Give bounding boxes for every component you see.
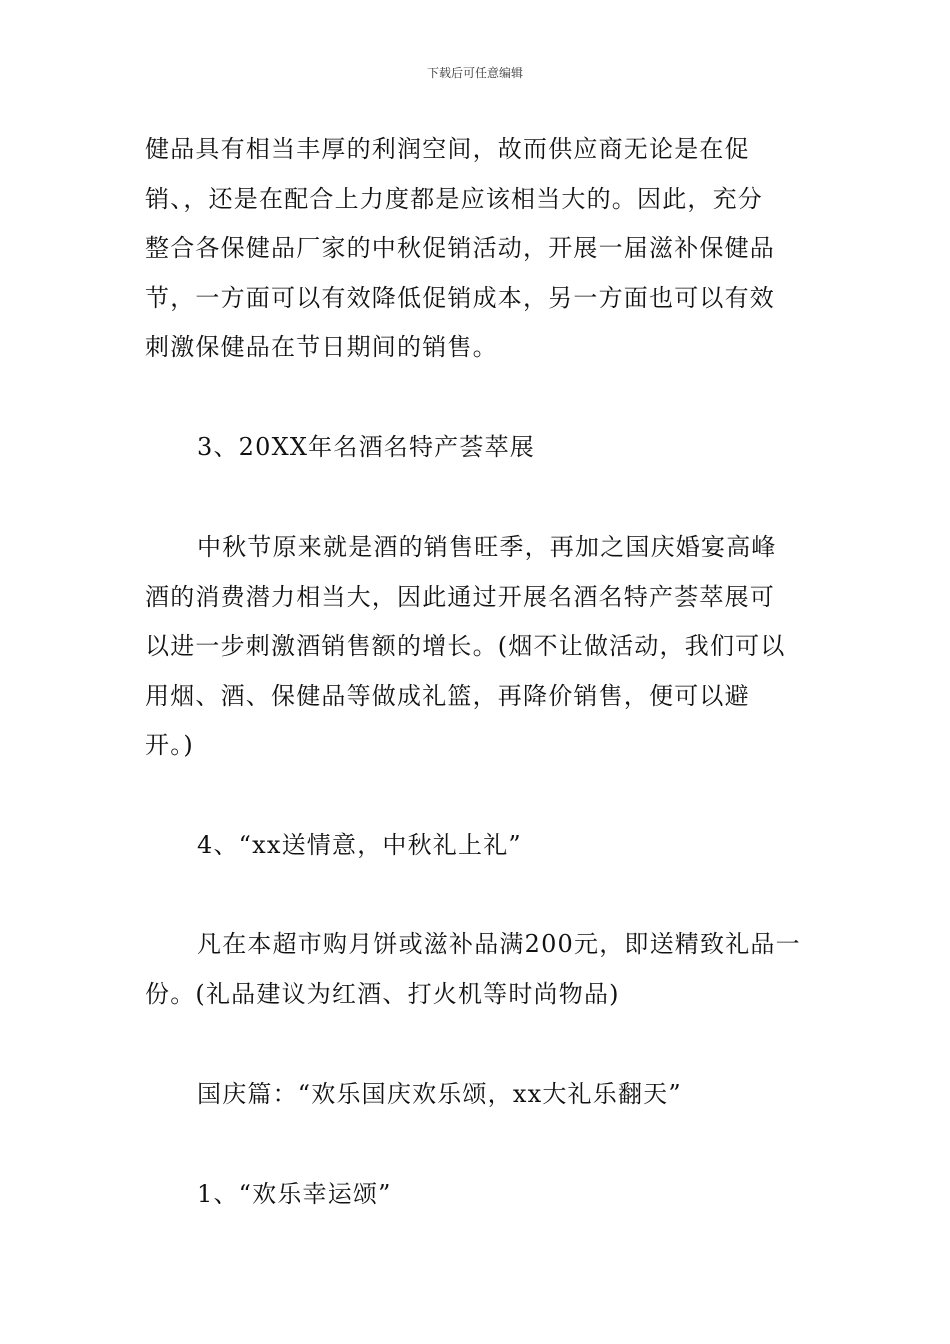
text-line: 整合各保健品厂家的中秋促销活动，开展一届滋补保健品 — [145, 234, 775, 262]
text-line: 刺激保健品在节日期间的销售。 — [145, 333, 498, 361]
text-line: 以进一步刺激酒销售额的增长。(烟不让做活动，我们可以 — [145, 632, 786, 660]
section-heading-3 — [145, 423, 810, 473]
text-line: 酒的消费潜力相当大，因此通过开展名酒名特产荟萃展可 — [145, 582, 775, 611]
heading-line: 3、20XX年名酒名特产荟萃展 — [197, 433, 535, 461]
section-heading-national-day — [145, 1070, 810, 1120]
text-line: 开。) — [145, 731, 194, 759]
text-line: 健品具有相当丰厚的利润空间，故而供应商无论是在促 — [145, 135, 750, 163]
text-line: 节，一方面可以有效降低促销成本，另一方面也可以有效 — [145, 283, 775, 312]
section-heading-4 — [145, 821, 810, 871]
paragraph-health-products — [145, 125, 810, 373]
section-heading-1 — [145, 1170, 810, 1220]
text-line: 中秋节原来就是酒的销售旺季，再加之国庆婚宴高峰 — [197, 533, 777, 561]
heading-line: 1、“欢乐幸运颂” — [197, 1180, 392, 1208]
heading-line: 4、“xx送情意，中秋礼上礼” — [197, 831, 522, 859]
page-header: 下载后可任意编辑 — [426, 66, 523, 80]
heading-line: 国庆篇：“欢乐国庆欢乐颂，xx大礼乐翻天” — [197, 1080, 682, 1108]
paragraph-liquor-showcase — [145, 523, 810, 771]
text-line: 份。(礼品建议为红酒、打火机等时尚物品) — [145, 979, 620, 1008]
text-line: 凡在本超市购月饼或滋补品满200元，即送精致礼品一 — [197, 930, 801, 958]
paragraph-gift-offer — [145, 920, 810, 1019]
text-line: 销、，还是在配合上力度都是应该相当大的。因此，充分 — [145, 184, 763, 213]
text-line: 用烟、酒、保健品等做成礼篮，再降价销售，便可以避 — [145, 681, 750, 710]
